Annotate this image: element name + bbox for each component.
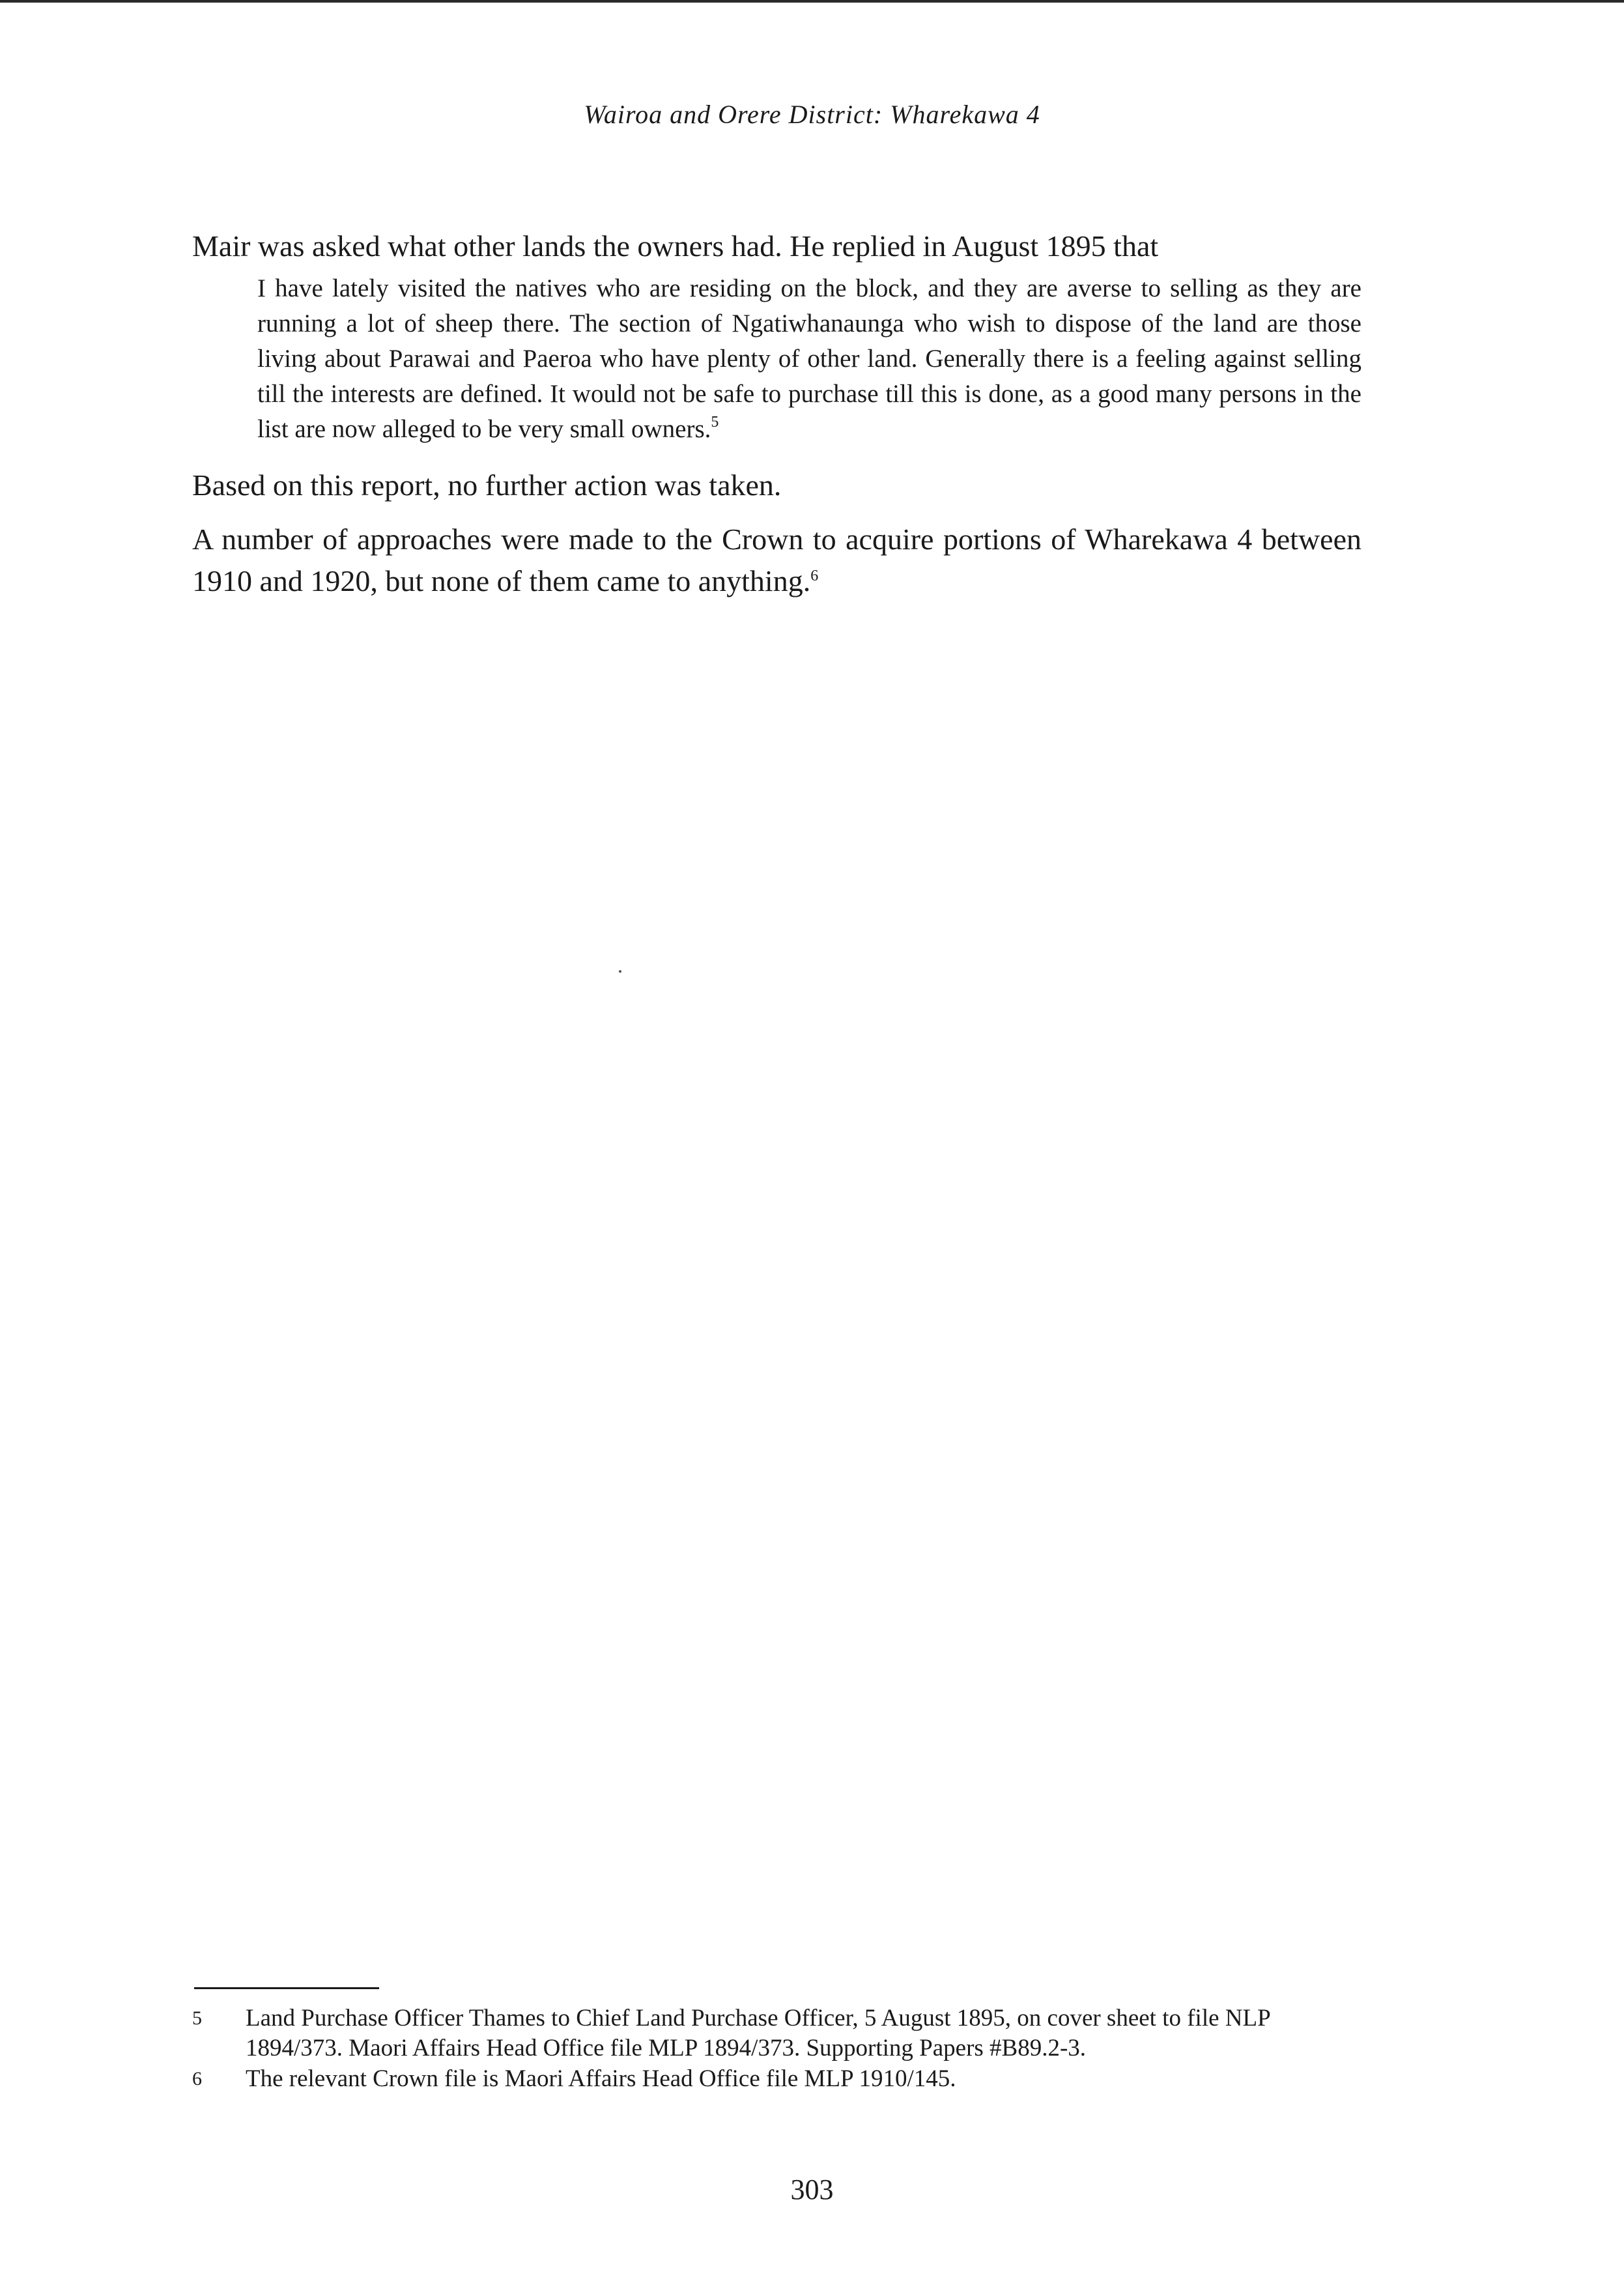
page-number: 303 — [790, 2174, 834, 2205]
footnote-6 — [192, 2064, 1365, 2094]
footnote-number: 5 — [192, 2007, 202, 2029]
footnote-text: Land Purchase Officer Thames to Chief Land Purchase Officer, 5 August 1895, on cover sheet to file NLP 1894/373. Maori Affairs Head Office file MLP 1894/373. Supporting Papers #B89.2-3. — [246, 2005, 1270, 2061]
footnote-5 — [192, 2003, 1365, 2063]
footnote-divider — [194, 1987, 379, 1989]
footnote-ref-5[interactable]: 5 — [711, 414, 719, 431]
running-header: Wairoa and Orere District: Wharekawa 4 — [584, 100, 1040, 129]
block-quote — [257, 271, 1361, 447]
paragraph-approaches — [192, 519, 1361, 602]
paragraph-report: Based on this report, no further action was taken. — [192, 468, 782, 502]
footnote-text: The relevant Crown file is Maori Affairs Head Office file MLP 1910/145. — [246, 2065, 956, 2092]
paragraph-intro: Mair was asked what other lands the owners had. He replied in August 1895 that — [192, 229, 1159, 263]
scan-speck — [619, 970, 621, 973]
block-quote-text: I have lately visited the natives who are residing on the block, and they are averse to selling as they are running a lot of sheep there. The section of Ngatiwhanaunga who wish to dispose of the land are those living about Parawai and Paeroa who have plenty of other land. Generally there is a feeling against selling till the interests are defined. It would not be safe to purchase till this is done, as a good many persons in the list are now alleged to be very small owners. — [257, 274, 1361, 443]
page-top-border — [0, 0, 1624, 3]
footnote-ref-6[interactable]: 6 — [810, 567, 819, 584]
paragraph-approaches-text: A number of approaches were made to the Crown to acquire portions of Wharekawa 4 between 1910 and 1920, but none of them came to anything. — [192, 523, 1361, 597]
footnote-number: 6 — [192, 2068, 202, 2089]
